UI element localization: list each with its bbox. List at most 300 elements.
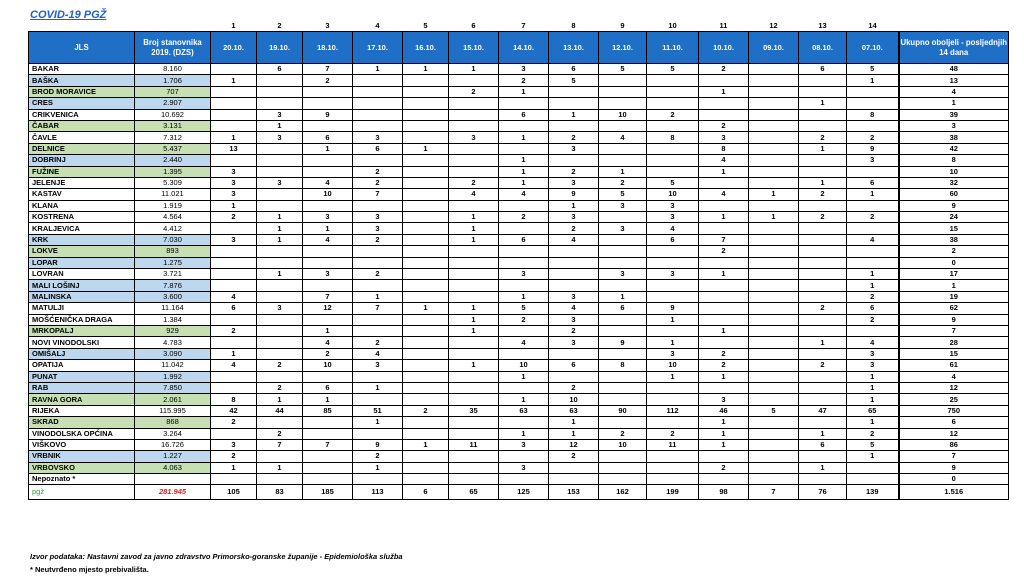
daily-cases bbox=[699, 303, 749, 314]
daily-cases: 8 bbox=[699, 143, 749, 154]
daily-cases bbox=[303, 86, 353, 97]
municipality-name: CRIKVENICA bbox=[29, 109, 135, 120]
daily-cases bbox=[749, 64, 799, 75]
daily-cases bbox=[699, 451, 749, 462]
total-cases: 19 bbox=[899, 291, 1009, 302]
daily-cases bbox=[647, 86, 699, 97]
daily-cases bbox=[353, 200, 403, 211]
daily-cases bbox=[303, 257, 353, 268]
total-cases: 4 bbox=[899, 371, 1009, 382]
daily-cases: 1 bbox=[799, 98, 847, 109]
daily-cases: 3 bbox=[211, 439, 257, 450]
table-row bbox=[29, 382, 1009, 393]
municipality-name: VRBNIK bbox=[29, 451, 135, 462]
municipality-name: KLANA bbox=[29, 200, 135, 211]
daily-cases: 2 bbox=[549, 132, 599, 143]
daily-cases bbox=[353, 325, 403, 336]
daily-cases bbox=[403, 382, 449, 393]
table-row bbox=[29, 474, 1009, 485]
population-value: 3.600 bbox=[135, 291, 211, 302]
daily-cases bbox=[353, 257, 403, 268]
daily-cases bbox=[353, 75, 403, 86]
municipality-name: DOBRINJ bbox=[29, 155, 135, 166]
municipality-name: MATULJI bbox=[29, 303, 135, 314]
daily-cases bbox=[499, 98, 549, 109]
daily-cases: 1 bbox=[499, 166, 549, 177]
daily-cases bbox=[303, 462, 353, 473]
header-date: 08.10. bbox=[799, 32, 847, 64]
table-row bbox=[29, 246, 1009, 257]
daily-cases bbox=[799, 257, 847, 268]
daily-cases bbox=[699, 109, 749, 120]
index-blank bbox=[29, 20, 135, 32]
total-cases: 28 bbox=[899, 337, 1009, 348]
daily-cases bbox=[403, 200, 449, 211]
daily-cases: 5 bbox=[847, 64, 899, 75]
daily-cases bbox=[799, 86, 847, 97]
population-value: 3.131 bbox=[135, 120, 211, 131]
daily-cases: 9 bbox=[303, 109, 353, 120]
table-row bbox=[29, 223, 1009, 234]
daily-cases: 1 bbox=[699, 417, 749, 428]
page-title[interactable]: COVID-19 PGŽ bbox=[30, 9, 107, 21]
total-cases: 12 bbox=[899, 428, 1009, 439]
daily-cases: 1 bbox=[449, 223, 499, 234]
header-total: Ukupno oboljeli - posljednjih 14 dana bbox=[899, 32, 1009, 64]
daily-cases: 3 bbox=[599, 200, 647, 211]
daily-cases bbox=[647, 143, 699, 154]
table-row bbox=[29, 405, 1009, 416]
daily-cases: 1 bbox=[499, 291, 549, 302]
daily-cases bbox=[647, 394, 699, 405]
population-value: 868 bbox=[135, 417, 211, 428]
daily-cases: 1 bbox=[499, 371, 549, 382]
daily-cases: 3 bbox=[647, 212, 699, 223]
daily-cases bbox=[799, 291, 847, 302]
daily-cases bbox=[599, 212, 647, 223]
daily-cases bbox=[403, 291, 449, 302]
daily-cases: 1 bbox=[699, 428, 749, 439]
daily-cases bbox=[353, 155, 403, 166]
daily-cases bbox=[353, 428, 403, 439]
daily-cases: 2 bbox=[647, 109, 699, 120]
daily-cases bbox=[257, 314, 303, 325]
daily-cases bbox=[599, 98, 647, 109]
daily-cases: 1 bbox=[449, 325, 499, 336]
daily-cases: 4 bbox=[549, 303, 599, 314]
daily-cases: 3 bbox=[211, 166, 257, 177]
daily-cases: 2 bbox=[549, 166, 599, 177]
daily-cases bbox=[403, 371, 449, 382]
daily-cases: 4 bbox=[353, 348, 403, 359]
daily-cases: 3 bbox=[449, 132, 499, 143]
daily-cases: 1 bbox=[699, 166, 749, 177]
total-cases: 86 bbox=[899, 439, 1009, 450]
daily-cases: 2 bbox=[799, 189, 847, 200]
daily-cases bbox=[449, 109, 499, 120]
daily-cases: 1 bbox=[257, 394, 303, 405]
daily-cases bbox=[699, 337, 749, 348]
daily-cases: 3 bbox=[549, 143, 599, 154]
header-date: 14.10. bbox=[499, 32, 549, 64]
daily-cases: 3 bbox=[847, 360, 899, 371]
municipality-name: Nepoznato * bbox=[29, 474, 135, 485]
daily-cases bbox=[403, 462, 449, 473]
daily-cases bbox=[799, 280, 847, 291]
daily-cases bbox=[257, 75, 303, 86]
table-row bbox=[29, 462, 1009, 473]
daily-cases bbox=[749, 200, 799, 211]
daily-cases: 10 bbox=[647, 189, 699, 200]
daily-cases: 13 bbox=[211, 143, 257, 154]
population-value: 5.437 bbox=[135, 143, 211, 154]
daily-cases bbox=[449, 371, 499, 382]
population-value: 3.264 bbox=[135, 428, 211, 439]
daily-cases bbox=[549, 280, 599, 291]
daily-cases: 2 bbox=[699, 64, 749, 75]
daily-cases: 2 bbox=[699, 360, 749, 371]
daily-cases bbox=[799, 451, 847, 462]
sum-daily: 7 bbox=[749, 485, 799, 500]
daily-cases bbox=[549, 269, 599, 280]
daily-cases: 1 bbox=[699, 439, 749, 450]
daily-cases: 2 bbox=[699, 120, 749, 131]
daily-cases bbox=[599, 348, 647, 359]
daily-cases bbox=[303, 280, 353, 291]
municipality-name: MRKOPALJ bbox=[29, 325, 135, 336]
table-row bbox=[29, 417, 1009, 428]
daily-cases: 1 bbox=[449, 64, 499, 75]
daily-cases bbox=[749, 98, 799, 109]
daily-cases bbox=[749, 303, 799, 314]
total-cases: 0 bbox=[899, 257, 1009, 268]
daily-cases bbox=[403, 280, 449, 291]
table-row bbox=[29, 371, 1009, 382]
daily-cases bbox=[799, 325, 847, 336]
daily-cases bbox=[257, 86, 303, 97]
daily-cases bbox=[211, 428, 257, 439]
column-index-row bbox=[29, 20, 1009, 32]
daily-cases: 1 bbox=[353, 64, 403, 75]
daily-cases: 1 bbox=[211, 462, 257, 473]
daily-cases bbox=[257, 98, 303, 109]
header-date: 17.10. bbox=[353, 32, 403, 64]
municipality-name: FUŽINE bbox=[29, 166, 135, 177]
daily-cases bbox=[549, 348, 599, 359]
municipality-name: RAVNA GORA bbox=[29, 394, 135, 405]
daily-cases: 1 bbox=[303, 223, 353, 234]
daily-cases: 9 bbox=[847, 143, 899, 154]
daily-cases bbox=[211, 120, 257, 131]
daily-cases bbox=[499, 223, 549, 234]
daily-cases bbox=[403, 86, 449, 97]
daily-cases bbox=[403, 109, 449, 120]
daily-cases: 1 bbox=[353, 291, 403, 302]
daily-cases bbox=[211, 371, 257, 382]
total-cases: 9 bbox=[899, 200, 1009, 211]
daily-cases: 3 bbox=[847, 155, 899, 166]
header-date: 11.10. bbox=[647, 32, 699, 64]
daily-cases bbox=[353, 474, 403, 485]
daily-cases bbox=[599, 86, 647, 97]
daily-cases: 8 bbox=[599, 360, 647, 371]
header-date: 15.10. bbox=[449, 32, 499, 64]
table-row bbox=[29, 109, 1009, 120]
population-value: 1.919 bbox=[135, 200, 211, 211]
municipality-name: RAB bbox=[29, 382, 135, 393]
daily-cases bbox=[847, 257, 899, 268]
sum-daily: 83 bbox=[257, 485, 303, 500]
daily-cases bbox=[211, 280, 257, 291]
daily-cases: 5 bbox=[647, 64, 699, 75]
daily-cases bbox=[449, 98, 499, 109]
daily-cases bbox=[749, 417, 799, 428]
daily-cases: 2 bbox=[799, 360, 847, 371]
header-jls: JLS bbox=[29, 32, 135, 64]
municipality-name: BROD MORAVICE bbox=[29, 86, 135, 97]
table-row bbox=[29, 234, 1009, 245]
daily-cases: 2 bbox=[847, 314, 899, 325]
municipality-name: JELENJE bbox=[29, 177, 135, 188]
daily-cases bbox=[499, 246, 549, 257]
daily-cases bbox=[403, 257, 449, 268]
daily-cases: 3 bbox=[353, 223, 403, 234]
daily-cases bbox=[257, 451, 303, 462]
daily-cases: 9 bbox=[353, 439, 403, 450]
daily-cases: 3 bbox=[549, 337, 599, 348]
daily-cases: 3 bbox=[353, 212, 403, 223]
daily-cases bbox=[353, 109, 403, 120]
daily-cases bbox=[403, 223, 449, 234]
daily-cases: 2 bbox=[847, 291, 899, 302]
daily-cases: 10 bbox=[303, 360, 353, 371]
daily-cases bbox=[599, 462, 647, 473]
daily-cases: 10 bbox=[647, 360, 699, 371]
column-index: 12 bbox=[769, 20, 778, 30]
municipality-name: CRES bbox=[29, 98, 135, 109]
daily-cases: 2 bbox=[549, 382, 599, 393]
daily-cases: 6 bbox=[353, 143, 403, 154]
table-row bbox=[29, 155, 1009, 166]
sum-daily: 153 bbox=[549, 485, 599, 500]
header-date: 20.10. bbox=[211, 32, 257, 64]
daily-cases: 6 bbox=[257, 64, 303, 75]
daily-cases: 6 bbox=[799, 439, 847, 450]
sum-daily: 199 bbox=[647, 485, 699, 500]
municipality-name: BAŠKA bbox=[29, 75, 135, 86]
total-cases: 2 bbox=[899, 246, 1009, 257]
table-row bbox=[29, 325, 1009, 336]
daily-cases: 90 bbox=[599, 405, 647, 416]
daily-cases bbox=[799, 246, 847, 257]
municipality-name: LOVRAN bbox=[29, 269, 135, 280]
daily-cases bbox=[257, 166, 303, 177]
daily-cases: 4 bbox=[647, 223, 699, 234]
population-value: 10.692 bbox=[135, 109, 211, 120]
daily-cases: 63 bbox=[549, 405, 599, 416]
daily-cases bbox=[403, 394, 449, 405]
municipality-name: KRK bbox=[29, 234, 135, 245]
municipality-name: LOKVE bbox=[29, 246, 135, 257]
daily-cases: 1 bbox=[449, 303, 499, 314]
daily-cases bbox=[211, 246, 257, 257]
total-cases: 62 bbox=[899, 303, 1009, 314]
daily-cases bbox=[749, 451, 799, 462]
daily-cases: 7 bbox=[303, 64, 353, 75]
daily-cases: 3 bbox=[353, 132, 403, 143]
daily-cases bbox=[599, 474, 647, 485]
covid-table bbox=[28, 20, 1009, 500]
daily-cases: 4 bbox=[499, 337, 549, 348]
population-value: 7.850 bbox=[135, 382, 211, 393]
daily-cases: 1 bbox=[403, 143, 449, 154]
daily-cases: 1 bbox=[211, 132, 257, 143]
daily-cases bbox=[449, 348, 499, 359]
daily-cases bbox=[499, 474, 549, 485]
municipality-name: ČAVLE bbox=[29, 132, 135, 143]
total-cases: 1 bbox=[899, 98, 1009, 109]
daily-cases: 1 bbox=[647, 371, 699, 382]
daily-cases bbox=[303, 371, 353, 382]
daily-cases bbox=[353, 246, 403, 257]
daily-cases: 2 bbox=[353, 177, 403, 188]
municipality-name: OPATIJA bbox=[29, 360, 135, 371]
header-population: Broj stanovnika 2019. (DZS) bbox=[135, 32, 211, 64]
daily-cases: 4 bbox=[599, 132, 647, 143]
municipality-name: ČABAR bbox=[29, 120, 135, 131]
total-cases: 24 bbox=[899, 212, 1009, 223]
daily-cases bbox=[699, 382, 749, 393]
header-date: 18.10. bbox=[303, 32, 353, 64]
daily-cases: 6 bbox=[499, 234, 549, 245]
daily-cases: 1 bbox=[449, 234, 499, 245]
daily-cases bbox=[449, 120, 499, 131]
daily-cases: 6 bbox=[647, 234, 699, 245]
daily-cases bbox=[257, 291, 303, 302]
daily-cases bbox=[647, 382, 699, 393]
daily-cases: 1 bbox=[847, 371, 899, 382]
daily-cases bbox=[599, 325, 647, 336]
daily-cases bbox=[749, 132, 799, 143]
daily-cases bbox=[403, 428, 449, 439]
table-row bbox=[29, 120, 1009, 131]
daily-cases bbox=[847, 200, 899, 211]
table-row bbox=[29, 451, 1009, 462]
index-blank bbox=[899, 20, 1009, 32]
daily-cases bbox=[749, 428, 799, 439]
daily-cases: 8 bbox=[847, 109, 899, 120]
population-value: 1.227 bbox=[135, 451, 211, 462]
daily-cases bbox=[799, 75, 847, 86]
daily-cases: 1 bbox=[699, 212, 749, 223]
daily-cases bbox=[449, 257, 499, 268]
municipality-name: LOPAR bbox=[29, 257, 135, 268]
daily-cases bbox=[549, 462, 599, 473]
column-index: 5 bbox=[423, 20, 428, 30]
daily-cases: 3 bbox=[257, 132, 303, 143]
table-row bbox=[29, 143, 1009, 154]
daily-cases: 1 bbox=[847, 382, 899, 393]
daily-cases bbox=[699, 314, 749, 325]
sum-daily: 105 bbox=[211, 485, 257, 500]
daily-cases bbox=[749, 155, 799, 166]
population-value: 3.721 bbox=[135, 269, 211, 280]
daily-cases: 2 bbox=[353, 451, 403, 462]
header-date: 19.10. bbox=[257, 32, 303, 64]
daily-cases bbox=[749, 177, 799, 188]
daily-cases: 5 bbox=[749, 405, 799, 416]
daily-cases bbox=[449, 394, 499, 405]
daily-cases: 10 bbox=[549, 394, 599, 405]
daily-cases bbox=[847, 86, 899, 97]
table-row bbox=[29, 428, 1009, 439]
daily-cases: 4 bbox=[847, 234, 899, 245]
daily-cases: 2 bbox=[499, 212, 549, 223]
total-cases: 32 bbox=[899, 177, 1009, 188]
daily-cases: 1 bbox=[499, 155, 549, 166]
daily-cases bbox=[799, 155, 847, 166]
population-value: 1.992 bbox=[135, 371, 211, 382]
daily-cases bbox=[549, 120, 599, 131]
population-value: 4.412 bbox=[135, 223, 211, 234]
municipality-name: MALI LOŠINJ bbox=[29, 280, 135, 291]
daily-cases bbox=[449, 291, 499, 302]
sum-total: 1.516 bbox=[899, 485, 1009, 500]
daily-cases: 3 bbox=[599, 223, 647, 234]
daily-cases bbox=[303, 98, 353, 109]
sum-row bbox=[29, 485, 1009, 500]
daily-cases bbox=[749, 280, 799, 291]
population-value: 115.995 bbox=[135, 405, 211, 416]
header-date: 09.10. bbox=[749, 32, 799, 64]
footnote: * Neutvrđeno mjesto prebivališta. bbox=[30, 565, 149, 574]
daily-cases bbox=[749, 314, 799, 325]
header-date: 16.10. bbox=[403, 32, 449, 64]
daily-cases: 11 bbox=[449, 439, 499, 450]
daily-cases bbox=[599, 155, 647, 166]
daily-cases bbox=[647, 291, 699, 302]
population-value: 8.160 bbox=[135, 64, 211, 75]
municipality-name: MALINSKA bbox=[29, 291, 135, 302]
daily-cases bbox=[549, 257, 599, 268]
total-cases: 4 bbox=[899, 86, 1009, 97]
daily-cases bbox=[799, 382, 847, 393]
daily-cases: 6 bbox=[303, 382, 353, 393]
daily-cases: 7 bbox=[699, 234, 749, 245]
total-cases: 7 bbox=[899, 451, 1009, 462]
population-value: 16.726 bbox=[135, 439, 211, 450]
daily-cases: 6 bbox=[549, 360, 599, 371]
daily-cases: 63 bbox=[499, 405, 549, 416]
daily-cases: 2 bbox=[211, 325, 257, 336]
population-value: 7.876 bbox=[135, 280, 211, 291]
daily-cases bbox=[449, 337, 499, 348]
population-value bbox=[135, 474, 211, 485]
daily-cases bbox=[549, 246, 599, 257]
daily-cases: 2 bbox=[353, 234, 403, 245]
daily-cases bbox=[599, 120, 647, 131]
total-cases: 7 bbox=[899, 325, 1009, 336]
daily-cases bbox=[749, 371, 799, 382]
daily-cases: 3 bbox=[549, 212, 599, 223]
daily-cases bbox=[403, 166, 449, 177]
daily-cases: 3 bbox=[499, 462, 549, 473]
table-row bbox=[29, 257, 1009, 268]
column-index: 8 bbox=[571, 20, 576, 30]
daily-cases: 2 bbox=[353, 269, 403, 280]
table-row bbox=[29, 212, 1009, 223]
daily-cases bbox=[449, 246, 499, 257]
